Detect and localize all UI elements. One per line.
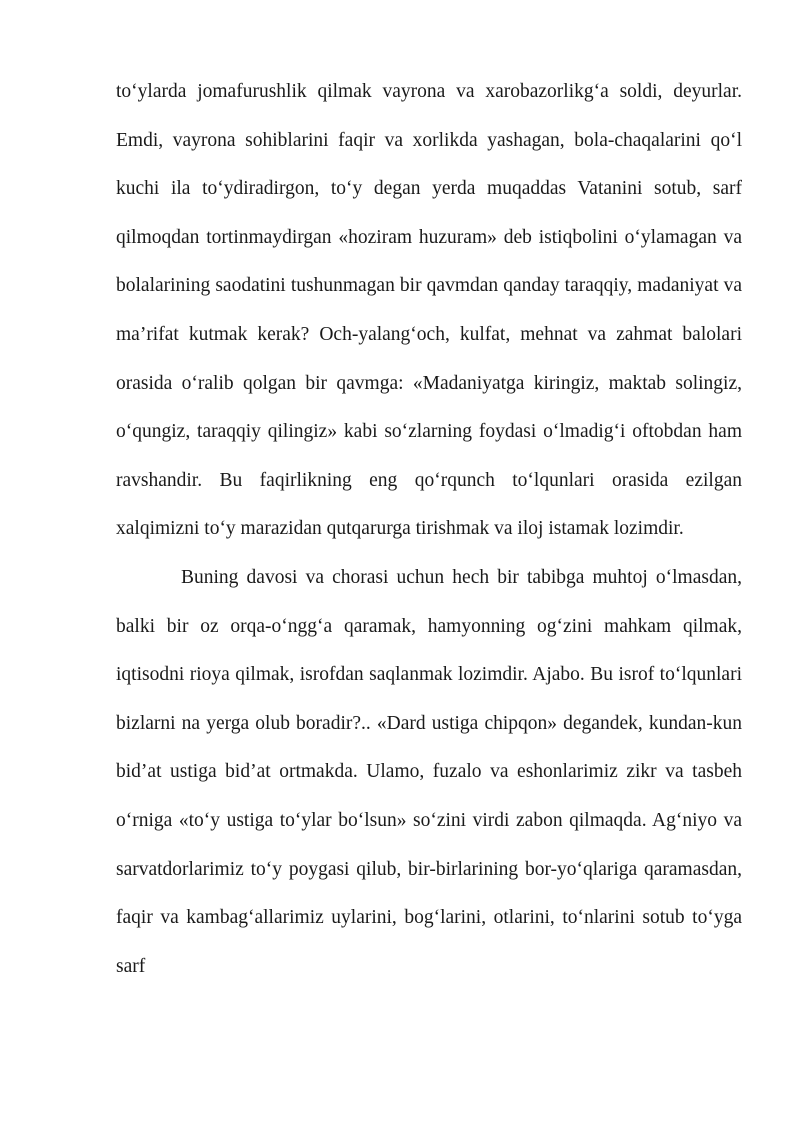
paragraph-2: Buning davosi va chorasi uchun hech bir tabibga muhtoj o‘lmasdan, balki bir oz orqa-o‘ngg‘a qaramak, hamyonning og‘zini mahkam qilmak, iqtisodni rioya qilmak, isrofdan saqlanmak lozimdir. Ajabo. Bu isrof to‘lqunlari bizlarni na yerga olub boradir?.. «Dard ustiga chipqon» degandek, kundan-kun bid’at ustiga bid’at ortmakda. Ulamo, fuzalo va eshonlarimiz zikr va tasbeh o‘rniga «to‘y ustiga to‘ylar bo‘lsun» so‘zini virdi zabon qilmaqda. Ag‘niyo va sarvatdorlarimiz to‘y poygasi qilub, bir-birlarining bor-yo‘qlariga qaramasdan, faqir va kambag‘allarimiz uylarini, bog‘larini, otlarini, to‘nlarini sotub to‘yga sarf xyxy=(116,566,742,977)
paragraph-1: to‘ylarda jomafurushlik qilmak vayrona va xarobazorlikg‘a soldi, deyurlar. Emdi, vayrona sohiblarini faqir va xorlikda yashagan, bola-chaqalarini qo‘l kuchi ila to‘ydiradirgon, to‘y degan yerda muqaddas Vatanini sotub, sarf qilmoqdan tortinmaydirgan «hoziram huzuram» deb istiqbolini o‘ylamagan va bolalarining saodatini tushunmagan bir qavmdan qanday taraqqiy, madaniyat va ma’rifat kutmak kerak? Och-yalang‘och, kulfat, mehnat va zahmat balolari orasida o‘ralib qolgan bir qavmga: «Madaniyatga kiringiz, maktab solingiz, o‘qungiz, taraqqiy qilingiz» kabi so‘zlarning foydasi o‘lmadig‘i oftobdan ham ravshandir. Bu faqirlikning eng qo‘rqunch to‘lqunlari orasida ezilgan xalqimizni to‘y marazidan qutqarurga tirishmak va iloj istamak lozimdir. xyxy=(116,81,742,540)
page-body xyxy=(116,68,742,991)
